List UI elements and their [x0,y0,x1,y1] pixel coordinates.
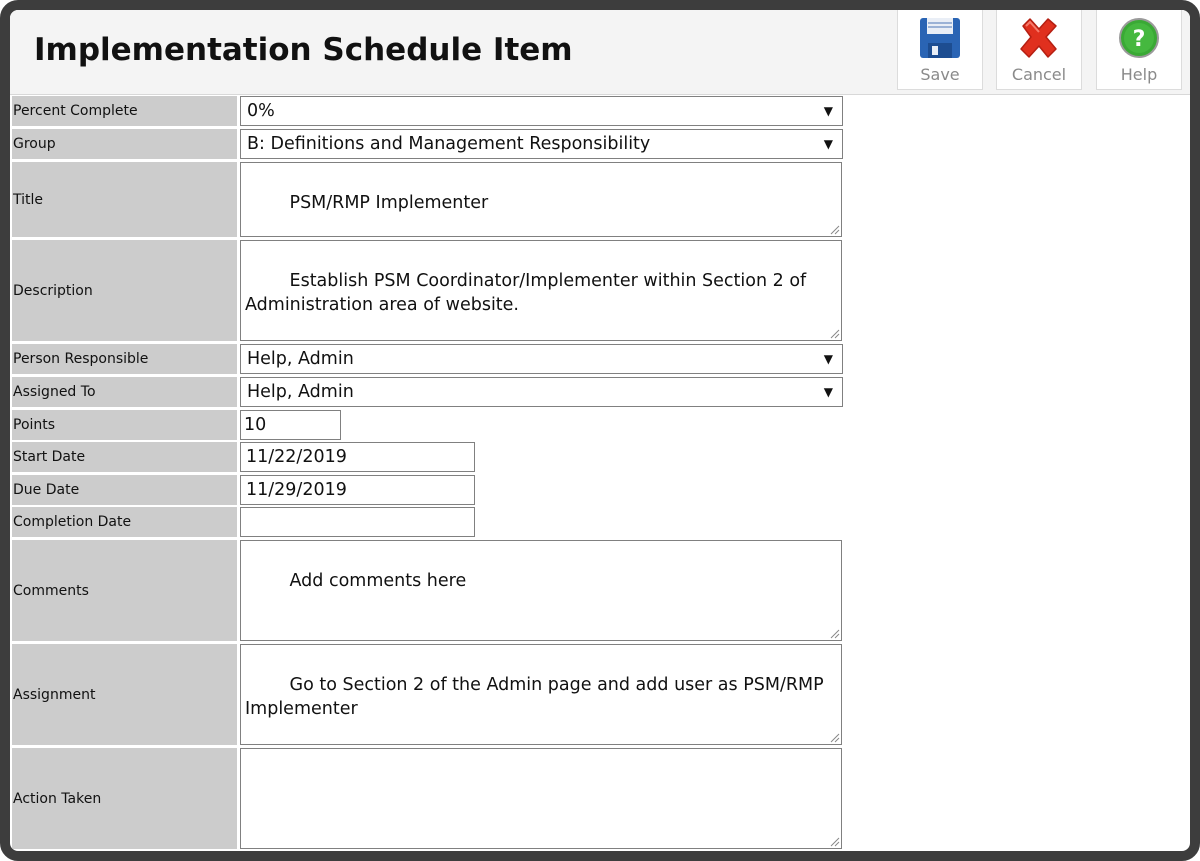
resize-grip-icon[interactable] [829,732,840,743]
description-label: Description [12,240,237,341]
question-mark-icon [1117,16,1161,60]
dropdown-arrow-icon: ▼ [823,104,833,118]
percent-complete-label: Percent Complete [12,96,237,126]
completion-date-input[interactable] [240,507,475,537]
person-responsible-value: Help, Admin [247,349,354,369]
group-value: B: Definitions and Management Responsibility [247,134,651,154]
start-date-input[interactable] [240,442,475,472]
title-value: PSM/RMP Implementer [289,193,489,213]
percent-complete-select[interactable] [240,96,843,126]
dropdown-arrow-icon: ▼ [823,352,833,366]
assignment-textarea[interactable] [240,644,842,745]
resize-grip-icon[interactable] [829,628,840,639]
page-header [10,10,1190,95]
start-date-value: 11/22/2019 [246,447,347,467]
cancel-button[interactable] [996,10,1082,90]
comments-value: Add comments here [289,571,467,591]
resize-grip-icon[interactable] [829,836,840,847]
title-label: Title [12,162,237,237]
points-value: 10 [244,415,267,435]
floppy-disk-icon [918,16,962,60]
assigned-to-select[interactable] [240,377,843,407]
help-button[interactable] [1096,10,1182,90]
page-title: Implementation Schedule Item [34,32,573,68]
percent-complete-value: 0% [247,101,275,121]
action-taken-textarea[interactable] [240,748,842,849]
due-date-value: 11/29/2019 [246,480,347,500]
comments-textarea[interactable] [240,540,842,641]
title-textarea[interactable] [240,162,842,237]
description-textarea[interactable] [240,240,842,341]
person-responsible-select[interactable] [240,344,843,374]
svg-text:?: ? [1132,27,1146,52]
points-input[interactable] [240,410,341,440]
assigned-to-label: Assigned To [12,377,237,407]
description-value: Establish PSM Coordinator/Implementer within Section 2 of Administration area of website. [245,271,812,315]
assignment-label: Assignment [12,644,237,745]
group-select[interactable] [240,129,843,159]
completion-date-label: Completion Date [12,507,237,537]
dropdown-arrow-icon: ▼ [823,137,833,151]
resize-grip-icon[interactable] [829,224,840,235]
resize-grip-icon[interactable] [829,328,840,339]
action-taken-label: Action Taken [12,748,237,849]
save-button[interactable] [897,10,983,90]
person-responsible-label: Person Responsible [12,344,237,374]
assigned-to-value: Help, Admin [247,382,354,402]
comments-label: Comments [12,540,237,641]
red-x-icon [1017,16,1061,60]
save-button-label: Save [920,65,960,84]
assignment-value: Go to Section 2 of the Admin page and add user as PSM/RMP Implementer [245,675,830,719]
dropdown-arrow-icon: ▼ [823,385,833,399]
points-label: Points [12,410,237,440]
help-button-label: Help [1120,65,1158,84]
start-date-label: Start Date [12,442,237,472]
due-date-label: Due Date [12,475,237,505]
due-date-input[interactable] [240,475,475,505]
cancel-button-label: Cancel [1011,65,1067,84]
group-label: Group [12,129,237,159]
